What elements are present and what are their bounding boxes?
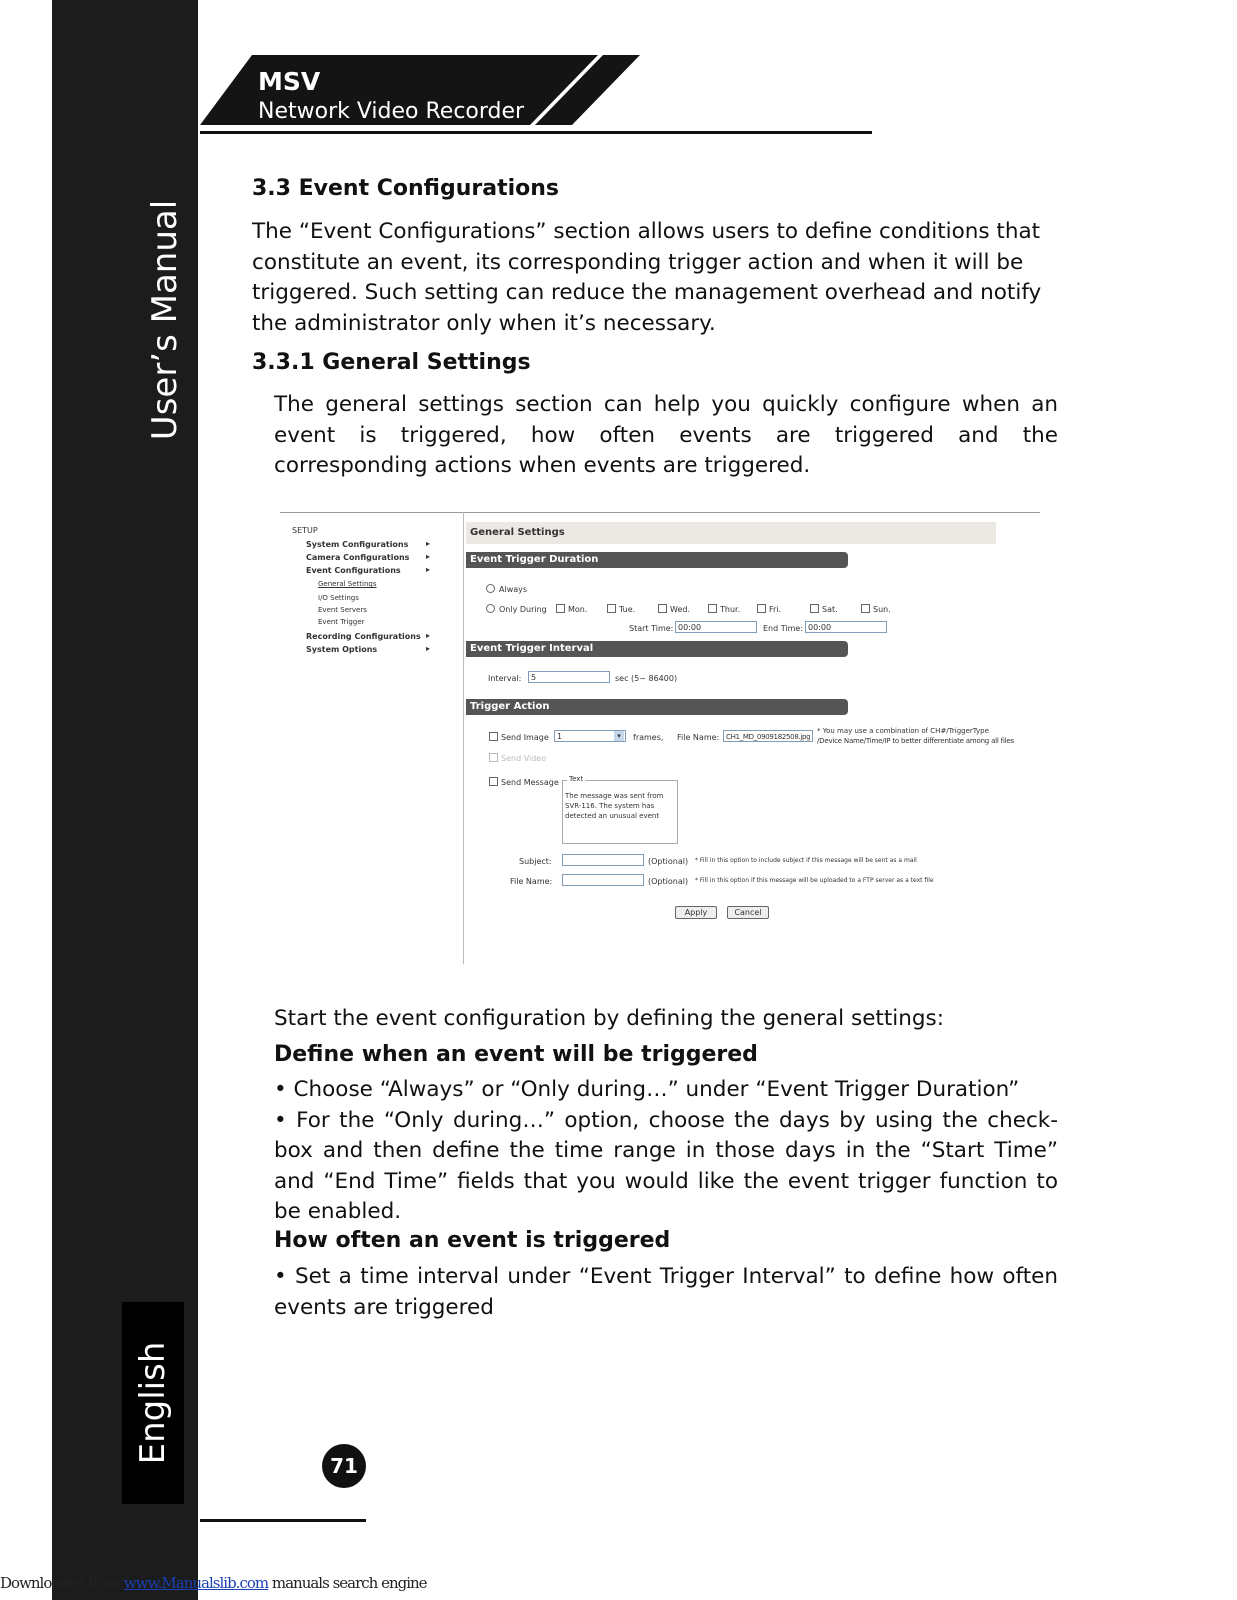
screenshot-top-line	[280, 512, 1040, 513]
message-textarea[interactable]: The message was sent from SVR-116. The system has detected an unusual event	[565, 792, 664, 820]
nav-io-settings[interactable]: I/O Settings	[318, 594, 359, 602]
start-time-input[interactable]: 00:00	[675, 621, 757, 633]
end-time-label: End Time:	[763, 624, 804, 633]
message-filename-label: File Name:	[510, 877, 553, 886]
text-legend: Text	[569, 775, 584, 783]
day-checkbox[interactable]	[607, 604, 616, 613]
frames-select[interactable]	[554, 730, 626, 742]
subject-label: Subject:	[519, 857, 552, 866]
duration-section-bar: Event Trigger Duration	[466, 552, 848, 568]
nav-arrow-icon: ▸	[426, 631, 431, 640]
product-name: Network Video Recorder	[258, 99, 525, 124]
section-intro: The “Event Configurations” section allows users to define conditions that constitute an event, its corresponding trigger action and when it will be triggered. Such setting can reduce the management overhead and notify the administrator only when it’s necessary.	[252, 219, 1042, 336]
send-message-checkbox[interactable]	[489, 777, 498, 786]
nav-system-options[interactable]: System Options	[306, 645, 378, 654]
nav-arrow-icon: ▸	[426, 644, 431, 653]
nav-system-configurations[interactable]: System Configurations	[306, 540, 409, 549]
only-during-radio[interactable]	[486, 604, 495, 613]
day-label: Tue.	[619, 605, 636, 614]
subject-input[interactable]	[562, 854, 644, 866]
start-instruction: Start the event configuration by defining the general settings:	[274, 1006, 944, 1031]
nav-event-configurations[interactable]: Event Configurations	[306, 566, 401, 575]
subsection-title: 3.3.1 General Settings	[252, 350, 531, 375]
always-radio[interactable]	[486, 584, 495, 593]
general-settings-screenshot	[280, 510, 1060, 965]
header-rule	[200, 131, 872, 134]
subsection-intro: The general settings section can help you quickly configure when an event is triggered, how often events are triggered and the corresponding actions when events are triggered.	[274, 392, 1058, 478]
nav-setup: SETUP	[292, 526, 318, 535]
day-checkbox[interactable]	[556, 604, 565, 613]
send-image-checkbox[interactable]	[489, 732, 498, 741]
filename-hint: * Fill in this option if this message will be uploaded to a FTP server as a text file	[695, 877, 934, 884]
send-video-label: Send Video	[501, 754, 547, 763]
apply-button[interactable]: Apply	[675, 906, 717, 919]
bullet-choose: • Choose “Always” or “Only during…” under “Event Trigger Duration”	[274, 1077, 1020, 1102]
footer-link[interactable]: www.Manualslib.com	[123, 1574, 269, 1592]
send-video-checkbox[interactable]	[489, 753, 498, 762]
start-time-label: Start Time:	[629, 624, 674, 633]
page-number: 71	[322, 1444, 366, 1488]
end-time-input[interactable]: 00:00	[805, 621, 887, 633]
send-message-label: Send Message	[501, 778, 559, 787]
cancel-button[interactable]: Cancel	[727, 906, 769, 919]
always-label: Always	[499, 585, 528, 594]
brand-name: MSV	[258, 67, 321, 96]
day-checkbox[interactable]	[708, 604, 717, 613]
subject-hint: * Fill in this option to include subject if this message will be sent as a mail	[695, 857, 917, 864]
day-checkbox[interactable]	[757, 604, 766, 613]
nav-general-settings[interactable]: General Settings	[318, 580, 377, 588]
manual-label: User’s Manual	[145, 199, 185, 441]
interval-label: Interval:	[488, 674, 522, 683]
footer-prefix: Downloaded from	[0, 1574, 124, 1592]
nav-arrow-icon: ▸	[426, 539, 431, 548]
nav-event-trigger[interactable]: Event Trigger	[318, 618, 365, 626]
filename-optional: (Optional)	[648, 877, 689, 886]
only-during-label: Only During	[499, 605, 547, 614]
filename-hint-1: * You may use a combination of CH#/TriggerType	[817, 727, 989, 735]
message-filename-input[interactable]	[562, 874, 644, 886]
subject-optional: (Optional)	[648, 857, 689, 866]
screenshot-divider	[463, 512, 464, 964]
section-title: 3.3 Event Configurations	[252, 176, 560, 201]
day-checkbox[interactable]	[658, 604, 667, 613]
action-section-bar: Trigger Action	[466, 699, 848, 715]
day-label: Sun.	[873, 605, 891, 614]
frames-label: frames,	[633, 733, 664, 742]
interval-input[interactable]: 5	[528, 671, 610, 683]
language-label: English	[133, 1341, 173, 1465]
interval-unit: sec (5~ 86400)	[615, 674, 678, 683]
image-filename-input[interactable]: CH1_MD_0909182508.jpg	[723, 730, 813, 742]
define-heading: Define when an event will be triggered	[274, 1042, 758, 1067]
day-label: Wed.	[670, 605, 690, 614]
send-image-label: Send Image	[501, 733, 549, 742]
often-heading: How often an event is triggered	[274, 1228, 671, 1253]
footer-suffix: manuals search engine	[268, 1574, 427, 1592]
footer-rule	[200, 1519, 366, 1522]
chevron-down-icon: ▾	[614, 731, 624, 741]
download-footer	[0, 1574, 427, 1592]
frames-value: 1	[557, 732, 563, 741]
day-label: Fri.	[769, 605, 782, 614]
day-label: Mon.	[568, 605, 588, 614]
filename-hint-2: /Device Name/Time/IP to better differentiate among all files	[817, 737, 1014, 745]
define-bullets	[274, 1075, 1058, 1228]
nav-arrow-icon: ▸	[426, 565, 431, 574]
day-checkbox[interactable]	[861, 604, 870, 613]
nav-recording-configurations[interactable]: Recording Configurations	[306, 632, 421, 641]
day-label: Thur.	[720, 605, 741, 614]
day-label: Sat.	[822, 605, 838, 614]
bullet-only-during: • For the “Only during…” option, choose the days by using the check-box and then define the time range in those days in the “Start Time” and “End Time” fields that you would like the event trigger function to be enabled.	[274, 1107, 1058, 1224]
nav-arrow-icon: ▸	[426, 552, 431, 561]
interval-section-bar: Event Trigger Interval	[466, 641, 848, 657]
image-filename-label: File Name:	[677, 733, 720, 742]
nav-camera-configurations[interactable]: Camera Configurations	[306, 553, 410, 562]
bullet-interval: • Set a time interval under “Event Trigger Interval” to define how often events are triggered	[274, 1264, 1058, 1320]
nav-event-servers[interactable]: Event Servers	[318, 606, 367, 614]
screenshot-page-title: General Settings	[466, 522, 996, 544]
day-checkbox[interactable]	[810, 604, 819, 613]
